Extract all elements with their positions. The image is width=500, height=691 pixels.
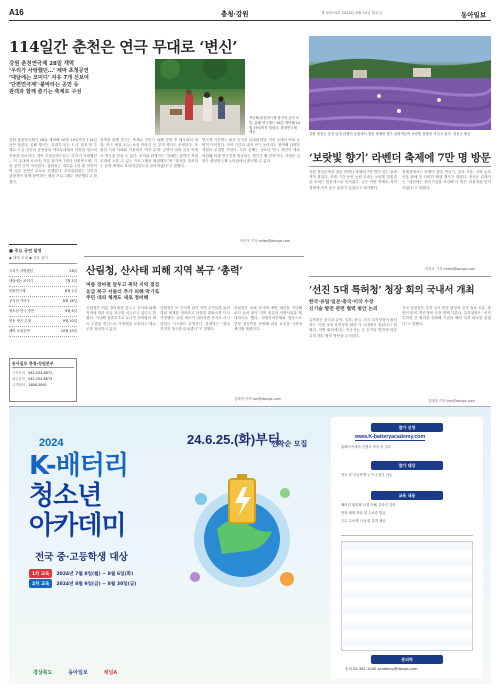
wildfire-body-col1: 산림청은 여름 장마철을 앞두고 산사태 피해 지역에 대한 응급 복구를 서두르고 있다고 밝혔다. 지난해 집중호우로 무너진 산비탈과 계곡 주변을 중심으로 사방댐을 보강하고 배수로를 정비하고 있다. <box>86 306 156 331</box>
lavender-byline: 이인모 기자 imlee@donga.com <box>425 267 476 271</box>
patent-body-col1: 특허청은 한국과 유럽, 일본, 중국, 미국 특허청장이 참석하는 ‘선진 5대 특허청장 회의’가 국내에서 열린다고 밝혔다. 이번 회의에서는 인공지능 등 신기술 발전에 따른 특허 제도 협력 방안을 논의한다. <box>309 318 397 338</box>
info-divider <box>341 535 473 536</box>
sponsor-logo: 동아일보 <box>68 670 88 676</box>
chuncheon-body-col2: 관객과 함께 즐기는 축제로 꾸미기 위해 공연 후 배우와의 대화, 연극 체험 교실, 소품 만들기 등 부대 행사도 운영한다. 또 춘천 시내 카페와 서점에서 ‘작은 무대’ 공연이 열려 일상 속에서 연극을 만날 수 있다. 조직위 관계자는 “올해는 관객이 직접 무대에 오를 수 있는 프로그램을 확대했다”며 “춘천을 대표하는 문화 축제로 자리매김하도록 준비하겠다”고 말했다. <box>100 138 198 169</box>
subhead: 응급 복구 서둘러 추가 피해 막기로 <box>86 289 160 295</box>
chuncheon-headline: 114일간 춘천은 연극 무대로 ‘변신’ <box>9 38 238 56</box>
headline-divider <box>309 166 491 167</box>
lavender-photo-caption: 강원 정선군 동강 일대 라벤더 농원에서 열린 축제를 찾은 관광객들이 보랏빛 꽃밭을 거닐고 있다. 정선군 제공 <box>309 132 471 136</box>
sponsor-logo: 경상북도 <box>33 670 53 676</box>
subhead: 한국·유럽·일본·중국·미국 수장 <box>309 300 374 305</box>
ad-title-line: K-배터리 <box>29 451 129 481</box>
subhead: 신기술 발전 관련 협력 방안 논의 <box>309 306 378 312</box>
wildfire-body-col3: 산림청은 올해 산사태 예방 예산을 지난해보다 늘려 취약 지역 점검과 사방사업을 확대하기로 했다. 지방자치단체와 합동으로 현장 점검반을 운영해 위험 요인을 사전에 제거할 계획이다. <box>234 306 302 331</box>
ad-title <box>29 451 128 541</box>
contact-box <box>9 358 77 402</box>
wildfire-subheads <box>86 283 296 303</box>
contact-row: 고객센터 1588-3000 <box>12 383 47 387</box>
info-line: 홈페이지에서 신청서 작성 후 접수 <box>341 445 392 449</box>
lavender-headline: ‘보랏빛 향기’ 라벤더 축제에 7만 명 방문 <box>309 152 491 164</box>
chuncheon-byline: 이인모 기자 imlee@donga.com <box>240 239 291 243</box>
sponsor-logo: 채널A <box>103 670 118 676</box>
wildfire-byline: 김태영 기자 live@donga.com <box>234 397 281 401</box>
patent-body-col2: 각국 청장들은 특허 심사 품질 향상과 심사 정보 공유, 출원인 편의 개선 방안 등을 함께 다룬다. 특허청장은 “선진 특허청 간 협력을 강화해 기업의 해외 특허 확보를 돕겠다”고 말했다. <box>402 306 491 326</box>
wildfire-headline: 산림청, 산사태 피해 지역 복구 ‘총력’ <box>86 266 243 277</box>
academy-ad <box>9 406 491 684</box>
chuncheon-body-col3: 연극제 기간에는 춘천 공지천 일대와 명동 거리 등에서 야외 공연이 이어진다. 지역 극단과 대학 연극 동아리도 참여해 다양한 색깔의 무대를 꾸민다. 특히 올해는 청소년 연극 경연이 새로 마련돼 미래 연극인을 발굴하는 계기가 될 전망이다. 자세한 일정은 춘천연극제 누리집에서 확인할 수 있다. <box>202 138 300 163</box>
ad-title-line: 청소년 <box>29 481 102 511</box>
ad-session-1 <box>29 569 133 578</box>
subhead: 주민 대피 체계도 새로 정비해 <box>86 296 149 301</box>
schedule-row: 명동 작은 무대 9월 20일 <box>9 317 77 327</box>
apply-url-link[interactable]: www.K-batteryacademy.com <box>355 434 426 440</box>
patent-headline: ‘선진 5대 특허청’ 청장 회의 국내서 개최 <box>309 285 475 296</box>
session-2-label: 2차 교육 <box>29 579 52 588</box>
subhead: ‘우리가 사랑했던…’ 제막 초청공연 <box>9 68 89 74</box>
schedule-row: 공지천 거리극 8월 16일 <box>9 297 77 307</box>
chuncheon-body-col1: 강원 춘천연극제가 28일 개막해 10월 19일까지 114일 동안 열린다. 올해 행사는 ‘무대가 되는 도시, 춘천’을 주제로 도심 곳곳의 공연장과 야외무대에서 다양한 장르의 작품을 선보인다. 개막 초청공연으로는 ‘우리가 사랑했던 …’이 무대에 오르며, 자유 참가작 7편과 단편연극제, 거리 공연 등이 이어진다. 관람료는 대부분 1만 원 이하이며 일부 공연은 무료로 진행된다. 조직위원회는 시민과 관광객이 함께 참여하는 체험 프로그램도 마련했다고 밝혔다. <box>9 138 97 184</box>
issue-info: 제 31074호 2024년 6월 24일 월요일 <box>321 11 382 15</box>
ad-contact: 문의 02-361-1040 academy@donga.com <box>345 667 418 671</box>
section-divider <box>309 276 491 277</box>
schedule-subtitle: ◆ 개막 초청 ◆ 자유 참가 <box>9 256 77 264</box>
info-line: 현장 체험 학습 및 수료증 발급 <box>341 511 386 515</box>
ad-target: 전국 중·고등학생 대상 <box>35 552 128 563</box>
chuncheon-photo-caption: 지난해 춘천연극제 참가작 공연 모습. 올해 연극제는 28일 개막해 10월 19일까지 열린다. 춘천연극제 제공 <box>249 116 301 135</box>
page-number: A16 <box>9 8 24 17</box>
info-head-target: 참가 대상 <box>371 461 443 470</box>
stage-scene-illustration <box>155 59 245 135</box>
subhead: 여름 장마철 앞두고 취약 지역 점검 <box>86 283 160 288</box>
info-line: 우수 수료생 시상 및 특전 제공 <box>341 519 386 523</box>
page-header <box>9 7 491 21</box>
patent-byline: 김태영 기자 live@donga.com <box>428 399 475 403</box>
chuncheon-photo <box>155 59 245 135</box>
ad-battery-illustration <box>177 459 307 609</box>
ad-badge: 선착순 모집 <box>271 440 308 448</box>
info-line: 배터리 원리와 산업 이해 온라인 강의 <box>341 503 396 507</box>
lavender-field-illustration <box>309 36 491 130</box>
battery-earth-icon <box>177 459 307 609</box>
ad-year: 2024 <box>39 437 64 449</box>
info-head-contact: 문의처 <box>371 655 443 664</box>
subhead: 관객과 함께 즐기는 축제로 구성 <box>9 89 82 95</box>
session-2-dates: 2024년 8월 9일(금) ~ 8월 30일(금) <box>56 581 137 587</box>
info-table <box>341 541 473 651</box>
info-head-content: 교육 내용 <box>371 491 443 500</box>
ad-session-2 <box>29 579 136 588</box>
schedule-row: 청소년 연극 경연 9월 6일 <box>9 307 77 317</box>
lavender-body-col2: 축제장에서는 라벤더 향초 만들기, 꽃차 시음, 지역 농특산물 판매 등 다양한 체험 행사가 열렸다. 정선군 관계자는 “내년에는 편의시설을 보강해 더 많은 관광객을 맞이하겠다”고 말했다. <box>402 170 491 190</box>
schedule-row: 폐막 초청공연 10월 19일 <box>9 327 77 337</box>
contact-row: 광고문의 042-253-8873 <box>12 377 53 381</box>
section-divider <box>84 256 304 257</box>
schedule-title: ■ 주요 공연 일정 <box>9 248 42 253</box>
schedule-row: 단편연극제 8월 2일 <box>9 287 77 297</box>
ad-title-line: 아카데미 <box>29 511 126 541</box>
subhead: ‘대담에는 코미디’ 자유 7개 선보여 <box>9 75 89 81</box>
schedule-row: 우리가 사랑했던 28일 <box>9 267 77 277</box>
info-line: 전국 중·고등학생 누구나 참가 가능 <box>341 473 393 477</box>
masthead-logo: 동아일보 <box>461 10 487 19</box>
ad-date: 24.6.25.(화)부터 <box>187 432 281 447</box>
ad-info-panel <box>331 417 483 679</box>
ad-sponsor-logos <box>33 669 117 676</box>
schedule-box <box>9 244 77 354</box>
subhead: 강원 춘천연극제 28일 개막 <box>9 61 75 67</box>
contact-title: 동아일보 충청·강원본부 <box>12 361 74 368</box>
schedule-row: 대담에는 코미디 7월 5일 <box>9 277 77 287</box>
session-1-dates: 2024년 7월 8일(월) ~ 8월 6일(화) <box>56 571 134 577</box>
section-name: 충청·강원 <box>221 10 249 18</box>
subhead: ‘단편연극제’·불바라는 공연 등 <box>9 82 79 88</box>
session-1-label: 1차 교육 <box>29 569 52 578</box>
info-head-apply: 참가 신청 <box>371 423 443 432</box>
chuncheon-subheads <box>9 61 159 96</box>
contact-row: 구독문의 042-253-8871 <box>12 371 53 375</box>
wildfire-body-col2: 산림청은 또 산사태 취약 지역 주민들을 위한 대피 체계를 정비하고 마을별 대피소를 다시 지정했다. 위험 예보가 내려지면 문자로 즉시 알리는 시스템도 운영한다. 관계자는 “장마 전까지 복구를 마치겠다”고 말했다. <box>160 306 230 331</box>
lavender-photo <box>309 36 491 130</box>
lavender-body-col1: 강원 정선군에서 열린 라벤더 축제에 7만 명이 넘는 관광객이 찾았다. 축제 기간 동안 농원 일대는 보랏빛 꽃물결을 보려는 방문객으로 북적였다. 군은 이번 축제로 지역 경제에 적지 않은 효과가 있었다고 평가했다. <box>309 170 397 190</box>
